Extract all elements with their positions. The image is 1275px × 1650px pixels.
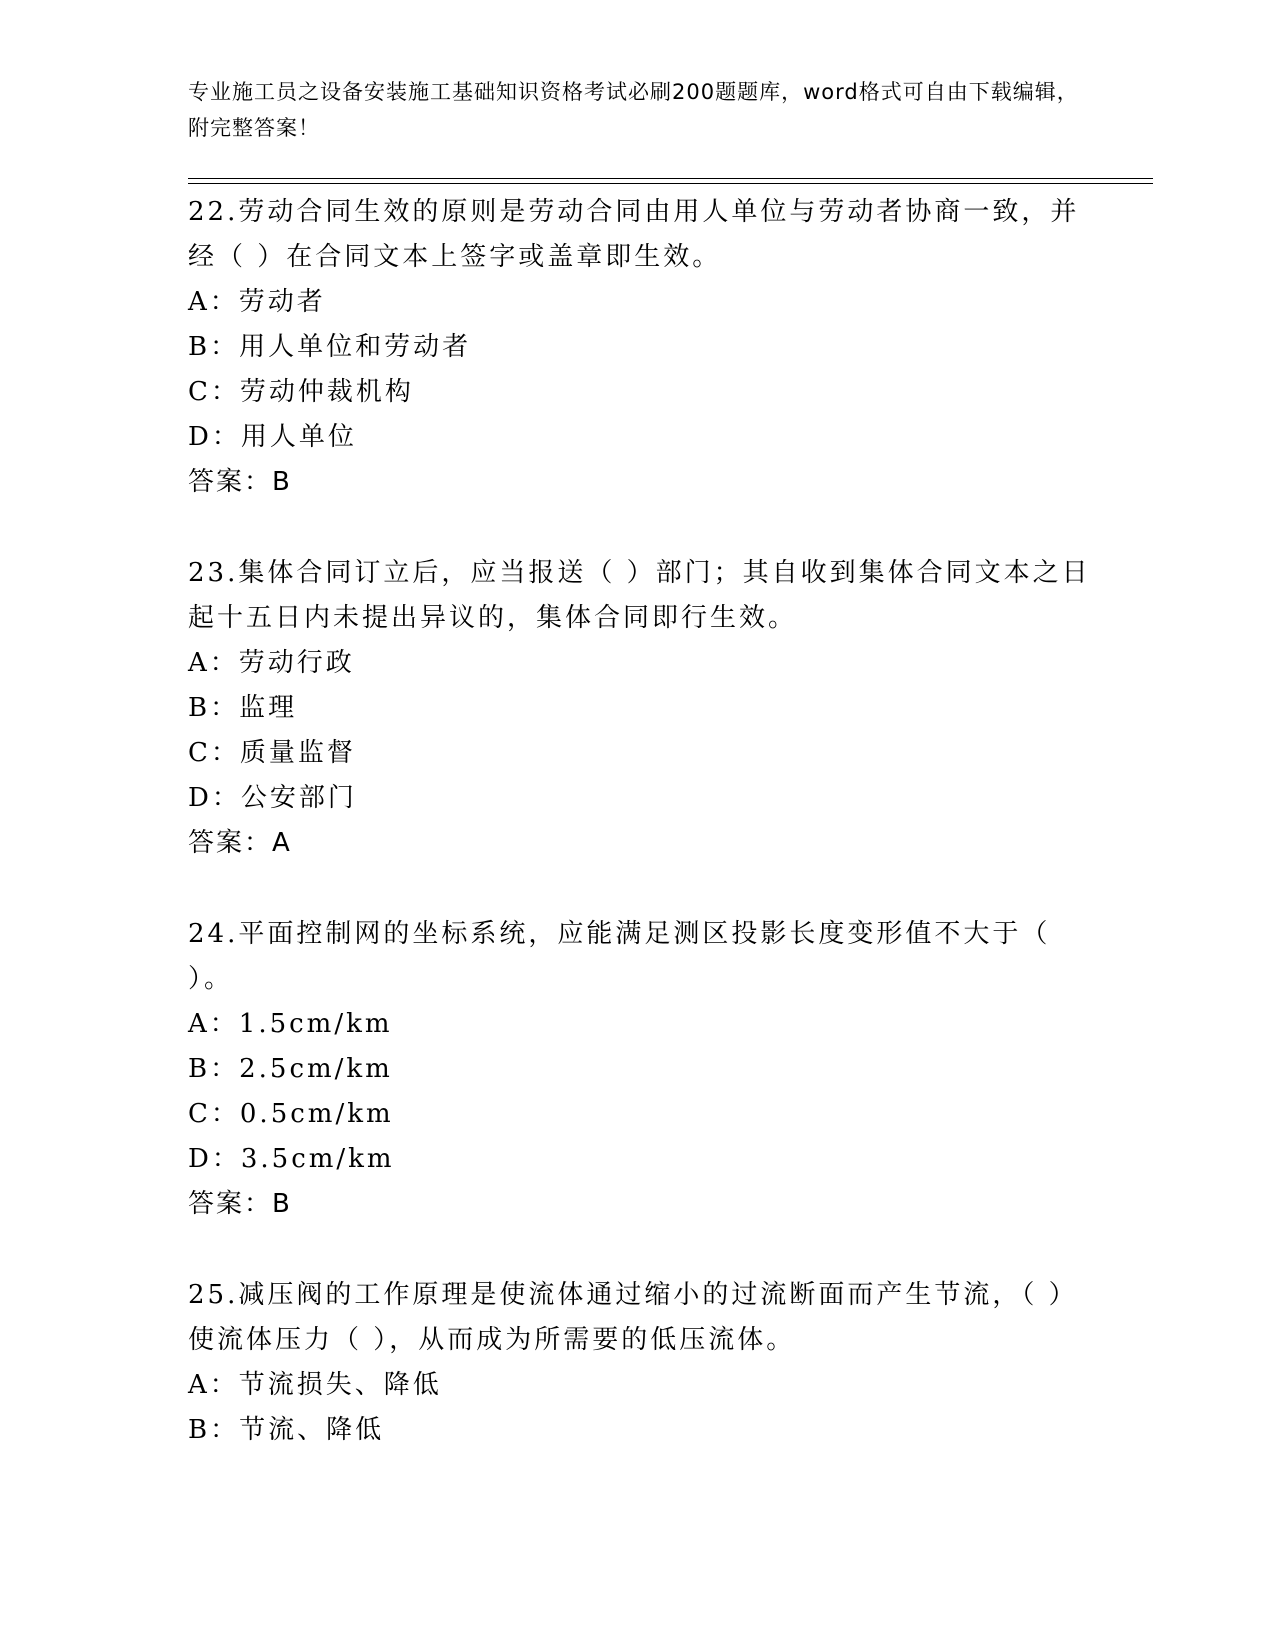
- option-d: D：3.5cm/km: [188, 1144, 395, 1174]
- answer-line: 答案：B: [188, 1189, 292, 1219]
- option-b: B：监理: [188, 693, 298, 723]
- option-c: C：质量监督: [188, 738, 356, 768]
- document-header: 专业施工员之设备安装施工基础知识资格考试必刷200题题库，word格式可自由下载编辑，附完整答案！: [188, 80, 1079, 140]
- option-d: D：用人单位: [188, 422, 357, 452]
- question-stem: 24.平面控制网的坐标系统，应能满足测区投影长度变形值不大于（ ）。: [188, 919, 1051, 994]
- question-list: [188, 190, 1098, 1499]
- question-24: [188, 912, 1098, 1227]
- question-23: [188, 551, 1098, 866]
- option-d: D：公安部门: [188, 783, 357, 813]
- question-25: [188, 1273, 1098, 1453]
- option-b: B：节流、降低: [188, 1415, 385, 1445]
- question-22: [188, 190, 1098, 505]
- option-a: A：劳动者: [188, 287, 326, 317]
- option-b: B：2.5cm/km: [188, 1054, 393, 1084]
- question-stem: 25.减压阀的工作原理是使流体通过缩小的过流断面而产生节流，（ ）使流体压力（ ），从而成为所需要的低压流体。: [188, 1280, 1078, 1355]
- header-divider-top: [188, 178, 1153, 179]
- option-a: A：劳动行政: [188, 648, 355, 678]
- option-b: B：用人单位和劳动者: [188, 332, 472, 362]
- question-stem: 22.劳动合同生效的原则是劳动合同由用人单位与劳动者协商一致，并经（ ）在合同文本上签字或盖章即生效。: [188, 197, 1080, 272]
- option-c: C：0.5cm/km: [188, 1099, 394, 1129]
- question-stem: 23.集体合同订立后，应当报送（ ）部门；其自收到集体合同文本之日起十五日内未提出异议的，集体合同即行生效。: [188, 558, 1091, 633]
- option-a: A：节流损失、降低: [188, 1370, 442, 1400]
- header-divider-bottom: [188, 183, 1153, 184]
- answer-line: 答案：B: [188, 467, 292, 497]
- option-c: C：劳动仲裁机构: [188, 377, 414, 407]
- option-a: A：1.5cm/km: [188, 1009, 393, 1039]
- answer-line: 答案：A: [188, 828, 292, 858]
